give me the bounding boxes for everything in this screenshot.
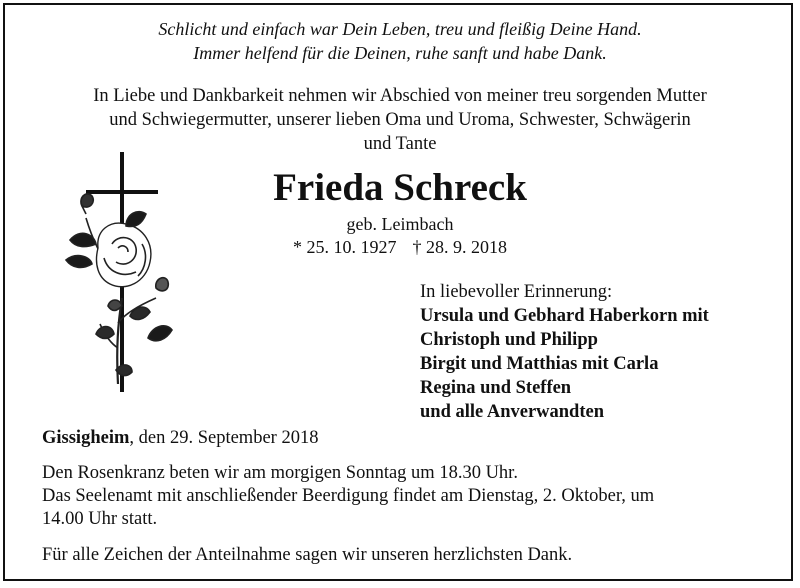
service-line-1: Den Rosenkranz beten wir am morgigen Sonntag um 18.30 Uhr.	[42, 463, 518, 483]
service-line-3: 14.00 Uhr statt.	[42, 509, 158, 529]
verse	[0, 17, 800, 65]
intro-line-1: In Liebe und Dankbarkeit nehmen wir Abschied von meiner treu sorgenden Mutter	[93, 86, 707, 106]
mourners-block	[420, 280, 790, 424]
place-name: Gissigheim	[42, 428, 130, 448]
death-date: † 28. 9. 2018	[412, 237, 507, 257]
mourner-line: Ursula und Gebhard Haberkorn mit	[420, 306, 709, 326]
mourner-line: und alle Anverwandten	[420, 402, 605, 422]
mourner-line: Regina und Steffen	[420, 378, 572, 398]
notice-date: , den 29. September 2018	[129, 428, 319, 448]
service-line-2: Das Seelenamt mit anschließender Beerdigung findet am Dienstag, 2. Oktober, um	[42, 486, 655, 506]
place-and-date	[42, 426, 782, 450]
birth-name: geb. Leimbach	[346, 214, 454, 234]
mourner-line: Christoph und Philipp	[420, 330, 598, 350]
cross-and-rose-ornament	[56, 148, 186, 396]
intro-line-3: und Tante	[363, 134, 437, 154]
verse-line-1: Schlicht und einfach war Dein Leben, treu und fleißig Deine Hand.	[158, 19, 642, 39]
deceased-name: Frieda Schreck	[273, 166, 527, 209]
intro-line-2: und Schwiegermutter, unserer lieben Oma und Uroma, Schwester, Schwägerin	[109, 110, 691, 130]
memory-heading: In liebevoller Erinnerung:	[420, 282, 613, 302]
mourner-line: Birgit und Matthias mit Carla	[420, 354, 659, 374]
rose-icon	[66, 194, 172, 384]
verse-line-2: Immer helfend für die Deinen, ruhe sanft und habe Dank.	[193, 43, 607, 63]
service-info	[42, 462, 782, 531]
thanks-line: Für alle Zeichen der Anteilnahme sagen wir unseren herzlichsten Dank.	[42, 545, 573, 565]
birth-date: * 25. 10. 1927	[293, 237, 397, 257]
intro-text	[0, 84, 800, 156]
